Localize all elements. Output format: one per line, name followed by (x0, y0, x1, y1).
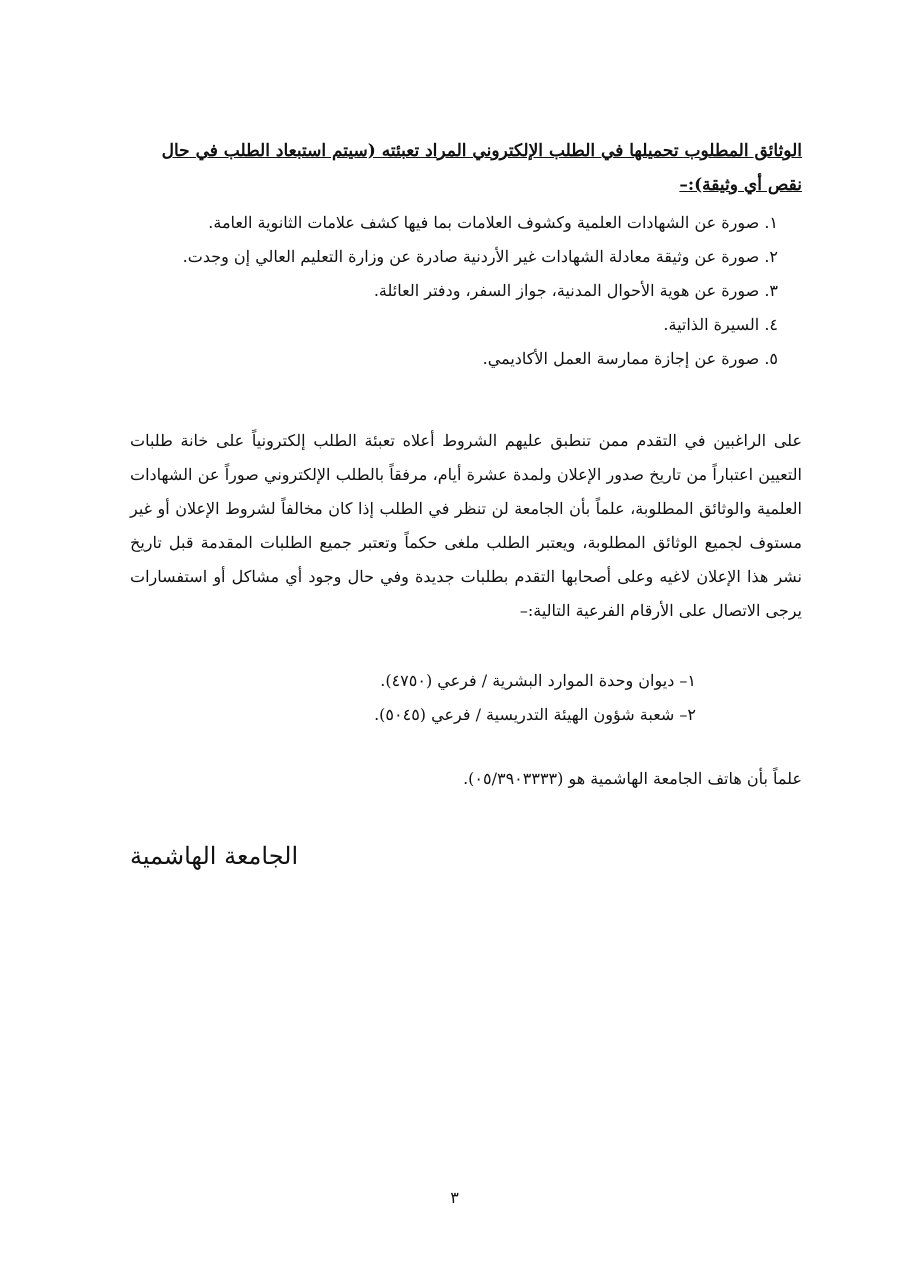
application-notice: على الراغبين في التقدم ممن تنطبق عليهم الشروط أعلاه تعبئة الطلب إلكترونياً على خانة طلبات التعيين اعتباراً من تاريخ صدور الإعلان ولمدة عشرة أيام، مرفقاً بالطلب الإلكتروني صوراً عن الشهادات العلمية والوثائق المطلوبة، علماً بأن الجامعة لن تنظر في الطلب إذا كان مخالفاً لشروط الإعلان أو غير مستوف لجميع الوثائق المطلوبة، ويعتبر الطلب ملغى حكماً وتعتبر جميع الطلبات المقدمة قبل تاريخ نشر هذا الإعلان لاغيه وعلى أصحابها التقدم بطلبات جديدة وفي حال وجود أي مشاكل أو استفسارات يرجى الاتصال على الأرقام الفرعية التالية:– (130, 431, 802, 620)
contact-item: ١– ديوان وحدة الموارد البشرية / فرعي (٤٧٥٠). (380, 671, 696, 690)
document-body (130, 134, 802, 876)
contact-extensions-list (130, 664, 802, 732)
required-documents-heading: الوثائق المطلوب تحميلها في الطلب الإلكتروني المراد تعبئته (سيتم استبعاد الطلب في حال نقص أي وثيقة):– (161, 141, 802, 195)
document-item: ٥. صورة عن إجازة ممارسة العمل الأكاديمي. (482, 349, 778, 368)
document-item: ٢. صورة عن وثيقة معادلة الشهادات غير الأردنية صادرة عن وزارة التعليم العالي إن وجدت. (182, 247, 778, 266)
page-number: ٣ (450, 1188, 459, 1207)
document-item: ٣. صورة عن هوية الأحوال المدنية، جواز السفر، ودفتر العائلة. (373, 281, 778, 300)
document-item: ١. صورة عن الشهادات العلمية وكشوف العلامات بما فيها كشف علامات الثانوية العامة. (208, 213, 778, 232)
contact-item: ٢– شعبة شؤون الهيئة التدريسية / فرعي (٥٠٤٥). (374, 705, 696, 724)
required-documents-list (130, 206, 802, 376)
document-item: ٤. السيرة الذاتية. (663, 315, 778, 334)
university-phone-note: علماً بأن هاتف الجامعة الهاشمية هو (٠٥/٣٩٠٣٣٣٣). (463, 769, 802, 788)
signature: الجامعة الهاشمية (130, 842, 299, 870)
